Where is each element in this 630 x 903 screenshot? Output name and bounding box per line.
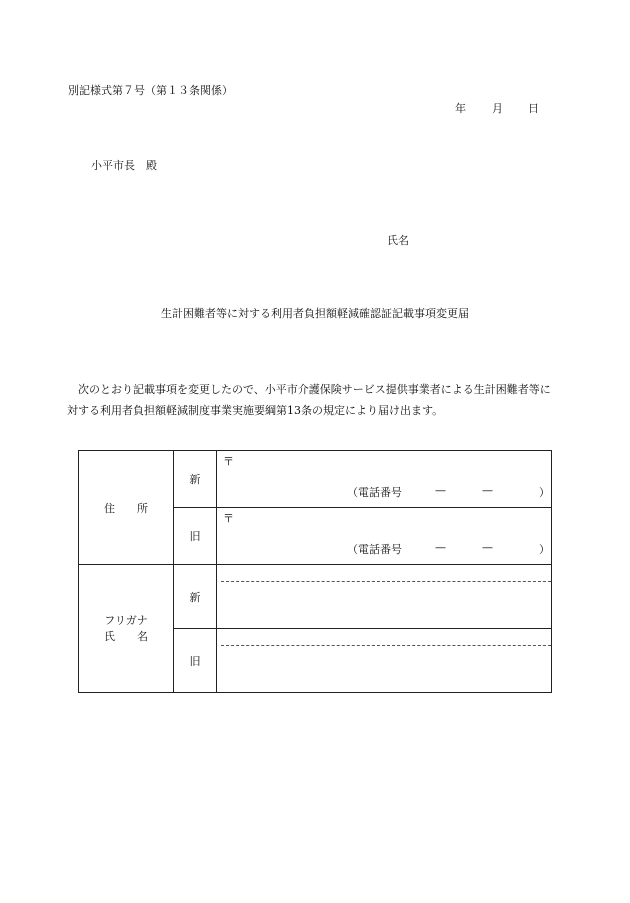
phone-dash: —	[482, 541, 493, 554]
date-line	[455, 100, 539, 116]
name-new-label: 新	[174, 565, 217, 629]
change-form-table	[78, 450, 552, 693]
body-text	[67, 379, 557, 421]
postal-mark: 〒	[223, 512, 234, 525]
address-old-label: 旧	[174, 508, 217, 565]
address-new-label: 新	[174, 451, 217, 508]
furigana-divider	[221, 581, 551, 582]
address-old-field[interactable]	[217, 508, 552, 565]
postal-mark: 〒	[223, 455, 234, 468]
name-old-label: 旧	[174, 629, 217, 693]
address-category	[79, 451, 174, 565]
document-title: 生計困難者等に対する利用者負担額軽減確認証記載事項変更届	[161, 307, 469, 320]
applicant-name-label: 氏名	[387, 234, 409, 247]
phone-label: （電話番号	[347, 543, 402, 556]
name-new-field[interactable]	[217, 565, 552, 629]
phone-close: ）	[539, 543, 550, 556]
furigana-label: フリガナ	[104, 613, 148, 627]
phone-row	[347, 484, 550, 500]
phone-row	[347, 541, 550, 557]
name-old-field[interactable]	[217, 629, 552, 693]
phone-close: ）	[539, 486, 550, 499]
furigana-divider	[221, 645, 551, 646]
phone-dash: —	[435, 541, 446, 554]
address-new-field[interactable]	[217, 451, 552, 508]
phone-label: （電話番号	[347, 486, 402, 499]
phone-dash: —	[435, 484, 446, 497]
date-day: 日	[528, 102, 539, 115]
addressee: 小平市長 殿	[91, 159, 157, 172]
phone-dash: —	[482, 484, 493, 497]
name-label: 氏 名	[104, 629, 148, 643]
body-paragraph: 次のとおり記載事項を変更したので、小平市介護保険サービス提供事業者による生計困難者等に対する利用者負担額軽減制度事業実施要綱第13条の規定により届け出ます。	[67, 383, 551, 417]
date-year: 年	[455, 102, 466, 115]
address-label: 住 所	[104, 501, 148, 515]
form-number: 別記様式第７号（第１３条関係）	[68, 84, 233, 97]
date-month: 月	[492, 102, 503, 115]
name-category	[79, 565, 174, 693]
